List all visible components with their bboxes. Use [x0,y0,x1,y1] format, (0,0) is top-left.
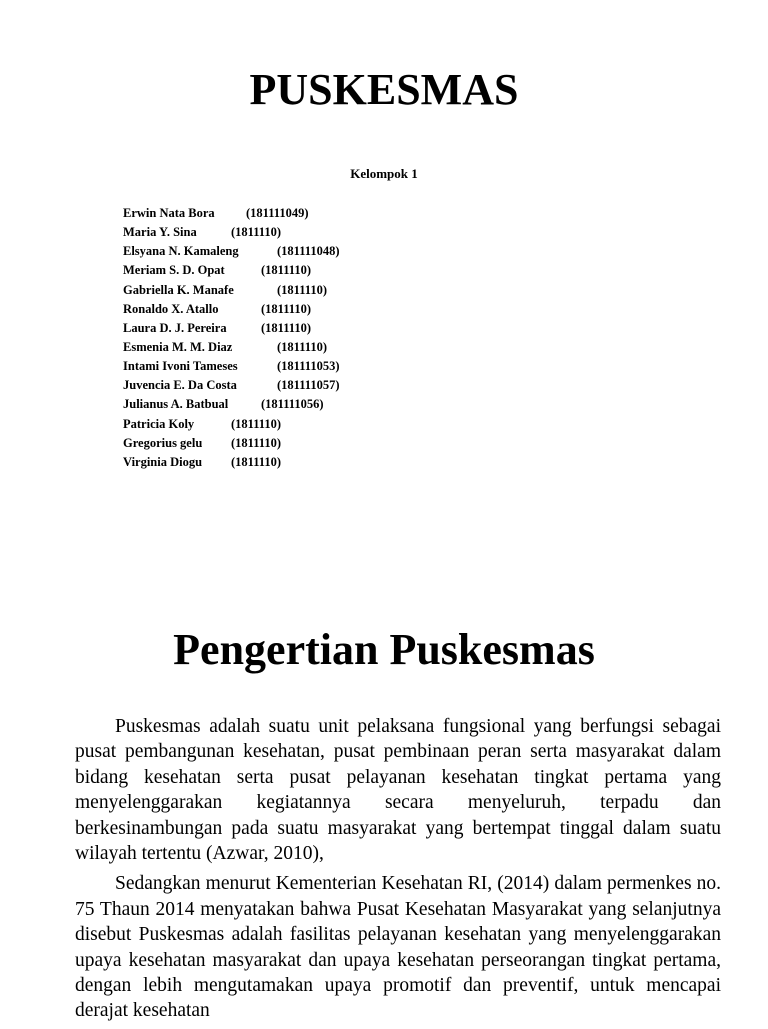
member-id: (1811110) [261,263,312,278]
member-row [123,282,523,301]
member-name: Erwin Nata Bora [123,206,215,220]
document-title: PUSKESMAS [249,65,519,114]
member-id: (181111048) [277,244,340,259]
member-id: (1811110) [277,339,328,354]
member-name: Julianus A. Batbual [123,397,229,412]
member-id: (181111056) [261,397,324,412]
member-row [123,377,523,396]
member-id: (181111049) [246,206,309,220]
member-row [123,454,523,473]
member-id: (1811110) [231,416,282,431]
member-row [123,262,523,281]
member-id: (181111057) [277,378,340,393]
section-title: Pengertian Puskesmas [173,625,595,674]
member-name: Virginia Diogu [123,454,203,469]
member-row [123,416,523,435]
member-name: Esmenia M. M. Diaz [123,339,233,354]
member-id: (1811110) [277,282,328,297]
member-list [123,205,523,473]
member-id: (1811110) [231,225,282,240]
member-id: (1811110) [261,320,312,335]
member-id: (1811110) [231,435,282,450]
member-id: (1811110) [261,301,312,316]
member-row [123,339,523,358]
member-name: Intami Ivoni Tameses [123,359,238,374]
paragraph: Sedangkan menurut Kementerian Kesehatan RI, (2014) dalam permenkes no. 75 Thaun 2014 menyatakan bahwa Pusat Kesehatan Masyarakat yang selanjutnya disebut Puskesmas adalah fasilitas pelayanan kesehatan yang menyelenggarakan upaya kesehatan masyarakat dan upaya kesehatan perseorangan tingkat pertama, dengan lebih mengutamakan upaya promotif dan preventif, untuk mencapai derajat kesehatan [75,873,721,1022]
group-label: Kelompok 1 [350,166,418,181]
paragraph: Puskesmas adalah suatu unit pelaksana fungsional yang berfungsi sebagai pusat pembangunan kesehatan, pusat pembinaan peran serta masyarakat dalam bidang kesehatan serta pusat pelayanan kesehatan tingkat pertama yang menyelenggarakan kegiatannya secara menyeluruh, terpadu dan berkesinambungan pada suatu masyarakat yang bertempat tinggal dalam suatu wilayah tertentu (Azwar, 2010), [75,716,721,865]
member-row [123,224,523,243]
member-name: Gabriella K. Manafe [123,282,234,297]
member-id: (181111053) [277,359,340,374]
member-id: (1811110) [231,454,282,469]
member-name: Laura D. J. Pereira [123,320,227,335]
member-name: Gregorius gelu [123,435,203,450]
member-name: Ronaldo X. Atallo [123,301,219,316]
member-row [123,358,523,377]
member-name: Elsyana N. Kamaleng [123,244,239,259]
member-row [123,320,523,339]
body-text [75,714,721,1029]
member-row [123,301,523,320]
member-name: Meriam S. D. Opat [123,263,225,278]
member-name: Patricia Koly [123,416,195,431]
member-name: Maria Y. Sina [123,225,197,240]
member-name: Juvencia E. Da Costa [123,378,237,393]
member-row [123,435,523,454]
member-row [123,396,523,415]
member-row [123,205,523,224]
member-row [123,243,523,262]
